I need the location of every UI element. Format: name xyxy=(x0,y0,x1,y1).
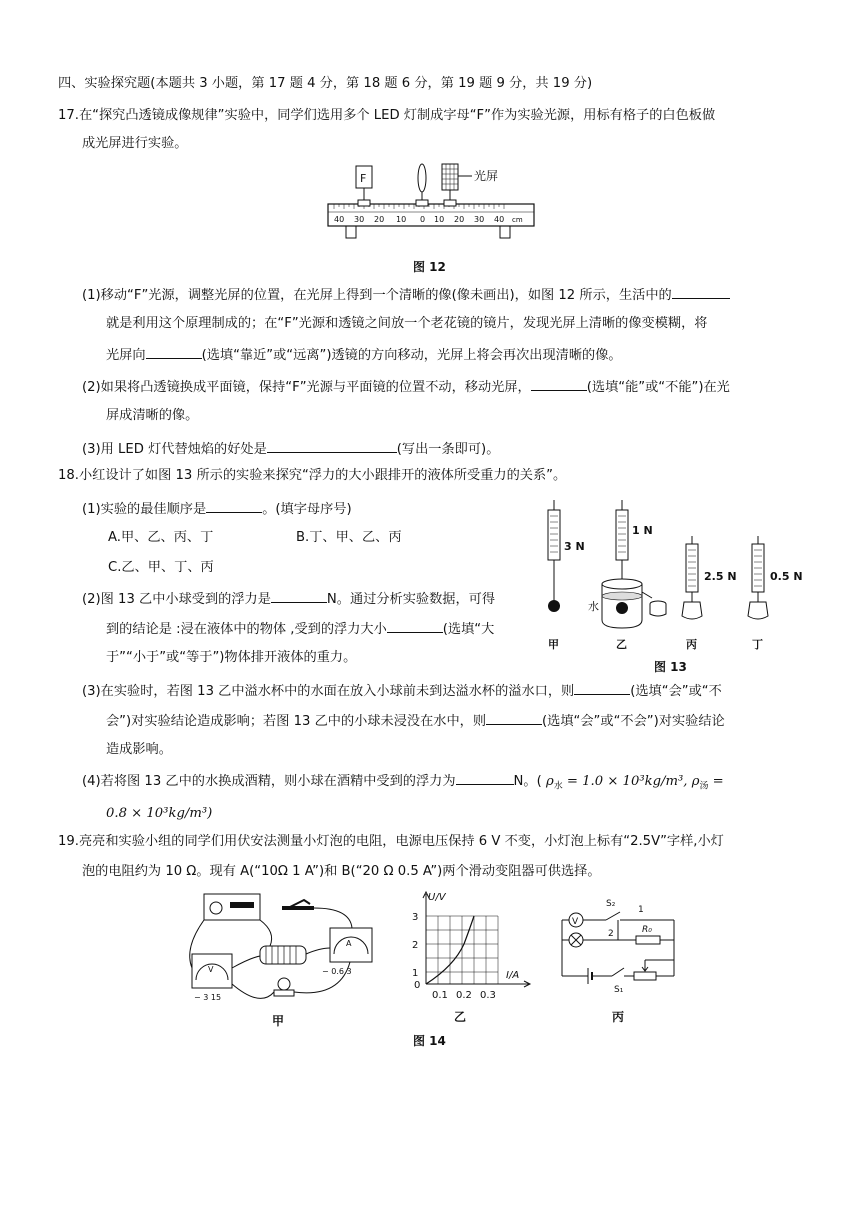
q17-part1-line3 xyxy=(106,344,622,366)
switch-s1 xyxy=(612,968,624,976)
x-tick: 0.3 xyxy=(480,990,496,1001)
scale-ding xyxy=(748,536,803,651)
scale-bing xyxy=(682,536,737,651)
answer-blank[interactable] xyxy=(387,618,443,633)
figure-14-jia-circuit xyxy=(180,888,380,1022)
q17-p1-text: (1)移动“F”光源，调整光屏的位置，在光屏上得到一个清晰的像(像未画出)，如图 12 所示，生活中的 xyxy=(82,288,672,303)
figure-14-yi-graph xyxy=(408,888,534,1000)
y-tick: 1 xyxy=(412,968,419,979)
q18-p1-text: (1)实验的最佳顺序是 xyxy=(82,502,207,517)
rho-symbol: ρ xyxy=(691,774,700,789)
y-tick: 2 xyxy=(412,940,419,951)
bench-unit: cm xyxy=(512,216,523,224)
q17-stem-line1: 17.在“探究凸透镜成像规律”实验中，同学们选用多个 LED 灯制成字母“F”作为实验光源，用标有格子的白色板做 xyxy=(58,108,716,123)
figure-14-caption: 图 14 xyxy=(413,1034,446,1048)
label-yi: 乙 xyxy=(616,638,627,651)
figure-13-spring-scales xyxy=(536,496,803,676)
q18-part3-line2 xyxy=(106,710,725,732)
q18-part4-line2: 0.8 × 10³kg/m³) xyxy=(106,806,213,821)
q17-part1-line1 xyxy=(82,284,730,306)
reading-ding: 0.5 N xyxy=(770,570,803,583)
bulb xyxy=(278,978,290,990)
screen-label: 光屏 xyxy=(474,169,499,183)
bench-tick: 10 xyxy=(434,215,445,224)
reading-yi: 1 N xyxy=(632,524,653,537)
q18-stem: 18.小红设计了如图 13 所示的实验来探究“浮力的大小跟排开的液体所受重力的关系”。 xyxy=(58,468,567,483)
q18-part2-line2 xyxy=(106,618,494,640)
q17-part2-line1 xyxy=(82,376,730,398)
reading-jia: 3 N xyxy=(564,540,585,553)
q17-p2-text: (选填“能”或“不能”)在光 xyxy=(586,380,730,395)
figure-14-label-bing: 丙 xyxy=(612,1010,625,1024)
q18-p3-text: (选填“会”或“不会”)对实验结论 xyxy=(542,714,725,729)
scale-jia xyxy=(548,500,585,651)
bench-tick: 40 xyxy=(334,215,345,224)
answer-blank[interactable] xyxy=(486,710,542,725)
label-jia: 甲 xyxy=(548,638,559,651)
label-ding: 丁 xyxy=(752,638,763,651)
switch-s2 xyxy=(606,912,620,920)
rheostat xyxy=(260,946,306,964)
answer-blank[interactable] xyxy=(574,680,630,695)
q18-p3-text: 会”)对实验结论造成影响；若图 13 乙中的小球未浸没在水中，则 xyxy=(106,714,487,729)
figure-12-caption: 图 12 xyxy=(413,260,446,274)
answer-blank[interactable] xyxy=(672,284,730,299)
q18-p2-text: 到的结论是 :浸在液体中的物体 ,受到的浮力大小 xyxy=(106,622,387,637)
rho-symbol: ρ xyxy=(545,774,554,789)
rheostat-symbol xyxy=(634,972,656,980)
ammeter-scale: − 0.6 3 xyxy=(322,967,352,976)
q18-p3-text: (选填“会”或“不 xyxy=(630,684,722,699)
q19-stem-line1: 19.亮亮和实验小组的同学们用伏安法测量小灯泡的电阻，电源电压保持 6 V 不变，小灯泡上标有“2.5V”字样,小灯 xyxy=(58,834,724,849)
section-heading: 四、实验探究题(本题共 3 小题，第 17 题 4 分，第 18 题 6 分，第 19 题 9 分，共 19 分) xyxy=(58,76,593,91)
svg-text:V: V xyxy=(208,965,214,974)
q17-part3 xyxy=(82,438,499,460)
bench-tick: 40 xyxy=(494,215,505,224)
bench-tick: 20 xyxy=(454,215,465,224)
rho-subscript: 汤 xyxy=(699,781,709,792)
q19-stem-line2: 泡的电阻约为 10 Ω。现有 A(“10Ω 1 A”)和 B(“20 Ω 0.5 A”)两个滑动变阻器可供选择。 xyxy=(82,864,601,879)
r0-resistor xyxy=(636,936,660,944)
q18-part2-line1 xyxy=(82,588,495,610)
light-screen xyxy=(442,164,458,206)
option-c[interactable]: C.乙、甲、丁、丙 xyxy=(108,560,214,575)
q17-p3-text: (3)用 LED 灯代替烛焰的好处是 xyxy=(82,442,267,457)
q18-p4-text: (4)若将图 13 乙中的水换成酒精，则小球在酒精中受到的浮力为 xyxy=(82,774,456,789)
q17-stem-line2: 成光屏进行实验。 xyxy=(82,136,188,151)
bench-tick: 10 xyxy=(396,215,407,224)
bench-tick: 30 xyxy=(474,215,485,224)
water-label: 水 xyxy=(588,600,599,613)
y-tick: 3 xyxy=(412,912,419,923)
q18-p1-text: 。(填字母序号) xyxy=(262,502,352,517)
answer-blank[interactable] xyxy=(267,438,397,453)
figure-14-bing-schematic xyxy=(556,890,680,998)
x-tick: 0.2 xyxy=(456,990,472,1001)
answer-blank[interactable] xyxy=(456,770,514,785)
q18-p2-text: (2)图 13 乙中小球受到的浮力是 xyxy=(82,592,271,607)
answer-blank[interactable] xyxy=(146,344,202,359)
label-s1: S₁ xyxy=(614,985,624,995)
q18-part1 xyxy=(82,498,352,520)
q17-part1-line2: 就是利用这个原理制成的；在“F”光源和透镜之间放一个老花镜的镜片，发现光屏上清晰的像变模糊，将 xyxy=(106,316,708,331)
svg-text:A: A xyxy=(346,939,352,948)
bench-tick: 0 xyxy=(420,215,426,224)
rho-water-value: = 1.0 × 10³kg/m³, xyxy=(562,774,688,789)
figure-12-optical-bench xyxy=(322,160,546,258)
bench-tick: 30 xyxy=(354,215,365,224)
label-bing: 丙 xyxy=(686,638,697,651)
q18-p2-text: (选填“大 xyxy=(442,622,495,637)
answer-blank[interactable] xyxy=(271,588,327,603)
answer-blank[interactable] xyxy=(531,376,587,391)
rho-subscript: 水 xyxy=(553,781,563,792)
figure-14-label-jia: 甲 xyxy=(272,1014,285,1028)
q17-p2-text: (2)如果将凸透镜换成平面镜，保持“F”光源与平面镜的位置不动，移动光屏， xyxy=(82,380,531,395)
bench-tick: 20 xyxy=(374,215,385,224)
q17-part2-line2: 屏成清晰的像。 xyxy=(106,408,199,423)
q17-p1-text: (选填“靠近”或“远离”)透镜的方向移动，光屏上将会再次出现清晰的像。 xyxy=(201,348,622,363)
label-2: 2 xyxy=(608,929,614,939)
figure-13-caption: 图 13 xyxy=(654,660,687,674)
y-tick: 0 xyxy=(414,980,421,991)
answer-blank[interactable] xyxy=(206,498,262,513)
label-v: V xyxy=(572,917,579,927)
figure-14-label-yi: 乙 xyxy=(454,1010,467,1024)
label-r0: R₀ xyxy=(642,925,652,935)
scale-yi xyxy=(588,500,666,651)
x-tick: 0.1 xyxy=(432,990,448,1001)
q17-p3-text: (写出一条即可)。 xyxy=(396,442,500,457)
q17-p1-text: 光屏向 xyxy=(106,348,146,363)
option-a[interactable]: A.甲、乙、丙、丁 xyxy=(108,530,214,545)
q18-part3-line3: 造成影响。 xyxy=(106,742,172,757)
convex-lens xyxy=(418,164,426,192)
graph-x-label: I/A xyxy=(506,970,520,981)
q18-part2-line3: 于”“小于”或“等于”)物体排开液体的重力。 xyxy=(106,650,357,665)
q18-p2-text: N。通过分析实验数据，可得 xyxy=(326,592,496,607)
q18-part4-line1 xyxy=(82,770,724,797)
graph-y-label: U/V xyxy=(428,892,446,903)
option-b[interactable]: B.丁、甲、乙、丙 xyxy=(296,530,402,545)
label-s2: S₂ xyxy=(606,899,616,909)
label-1: 1 xyxy=(638,905,644,915)
q18-p3-text: (3)在实验时，若图 13 乙中溢水杯中的水面在放入小球前未到达溢水杯的溢水口，则 xyxy=(82,684,575,699)
reading-bing: 2.5 N xyxy=(704,570,737,583)
f-letter: F xyxy=(360,172,367,185)
q18-part3-line1 xyxy=(82,680,722,702)
voltmeter-scale: − 3 15 xyxy=(194,993,222,1002)
q18-p4-text: N。( xyxy=(513,774,542,789)
rho-equals: = xyxy=(708,774,724,789)
